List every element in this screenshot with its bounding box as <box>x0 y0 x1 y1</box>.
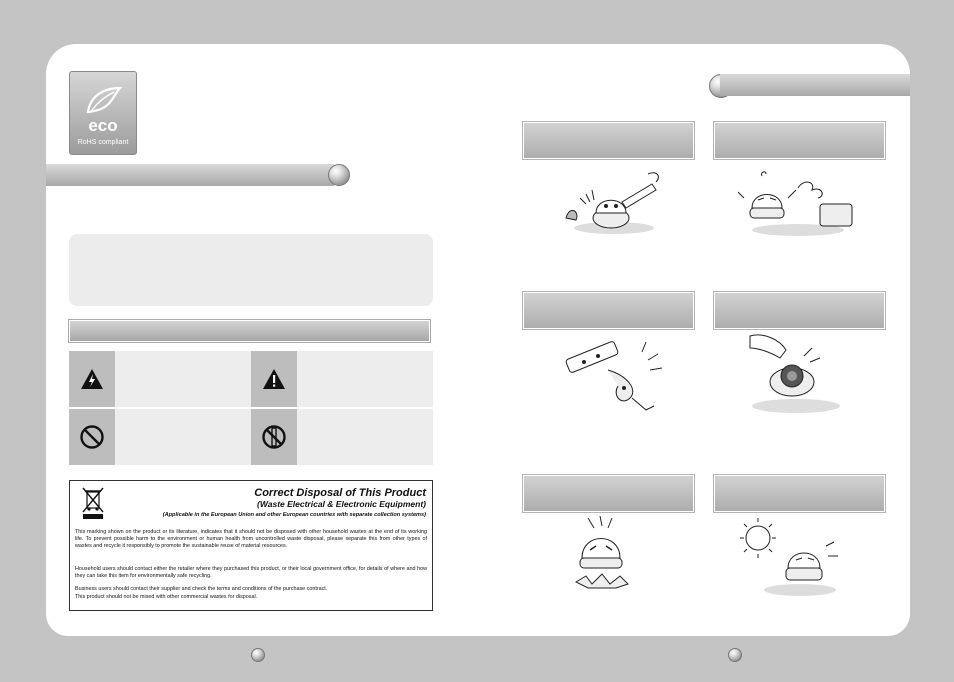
do-not-disassemble-icon <box>261 424 287 450</box>
disposal-paragraph: Household users should contact either the retailer where they purchased this product, or their local government office, for details of where and how they can take this item for environmentally safe recycling. <box>75 566 427 580</box>
symbol-cell <box>251 351 297 407</box>
lightning-warning-icon <box>80 368 104 390</box>
disposal-title: Correct Disposal of This Product <box>254 487 426 499</box>
symbol-cell <box>69 409 115 465</box>
precaution-card-header <box>523 122 694 159</box>
precaution-card-header <box>523 475 694 512</box>
right-section-header-bar <box>720 74 910 96</box>
symbol-description <box>297 409 433 465</box>
disposal-paragraph: This marking shown on the product or its literature, indicates that it should not be disposed with other household wastes at the end of its working life. To prevent possible harm to the environment or human health from uncontrolled waste disposal, please separate this from other types of wastes and recycle it responsibly to promote the sustainable reuse of material resources. <box>75 529 427 550</box>
camera-power-strip-unplug-illustration <box>558 340 666 420</box>
precaution-card-header <box>523 292 694 329</box>
left-section-header-bar <box>46 164 334 186</box>
eco-rohs-logo <box>69 71 137 155</box>
rohs-label: RoHS compliant <box>77 139 129 146</box>
precaution-card-header <box>714 475 885 512</box>
disposal-paragraph: This product should not be mixed with other commercial wastes for disposal. <box>75 594 258 600</box>
disposal-applicability: (Applicable in the European Union and other European countries with separate collection systems) <box>162 512 426 518</box>
symbol-description <box>115 409 251 465</box>
eco-word: eco <box>88 116 118 135</box>
camera-impact-shock-illustration <box>566 516 638 592</box>
weee-disposal-notice <box>69 480 433 611</box>
crossed-bin-icon <box>82 486 104 520</box>
symbols-header-bar <box>69 320 430 342</box>
caution-icon <box>262 368 286 390</box>
hand-adjusting-camera-illustration <box>740 332 844 416</box>
leaf-icon <box>84 84 124 116</box>
symbol-description <box>297 351 433 407</box>
precaution-card-header <box>714 292 885 329</box>
notice-box <box>69 234 433 306</box>
disposal-subtitle: (Waste Electrical & Electronic Equipment) <box>257 499 426 509</box>
precaution-card-header <box>714 122 885 159</box>
symbol-cell <box>69 351 115 407</box>
symbol-description <box>115 351 251 407</box>
page-number-ball-left <box>251 648 265 662</box>
disposal-paragraph: Business users should contact their supplier and check the terms and conditions of the purchase contract. <box>75 586 328 592</box>
safety-symbol-grid <box>69 351 433 465</box>
camera-dropped-box-illustration <box>738 168 856 238</box>
prohibited-icon <box>79 424 105 450</box>
header-ball-icon <box>328 164 350 186</box>
page-number-ball-right <box>728 648 742 662</box>
symbol-cell <box>251 409 297 465</box>
camera-spray-cleaning-illustration <box>556 168 668 238</box>
camera-sunlight-heat-illustration <box>736 516 846 598</box>
